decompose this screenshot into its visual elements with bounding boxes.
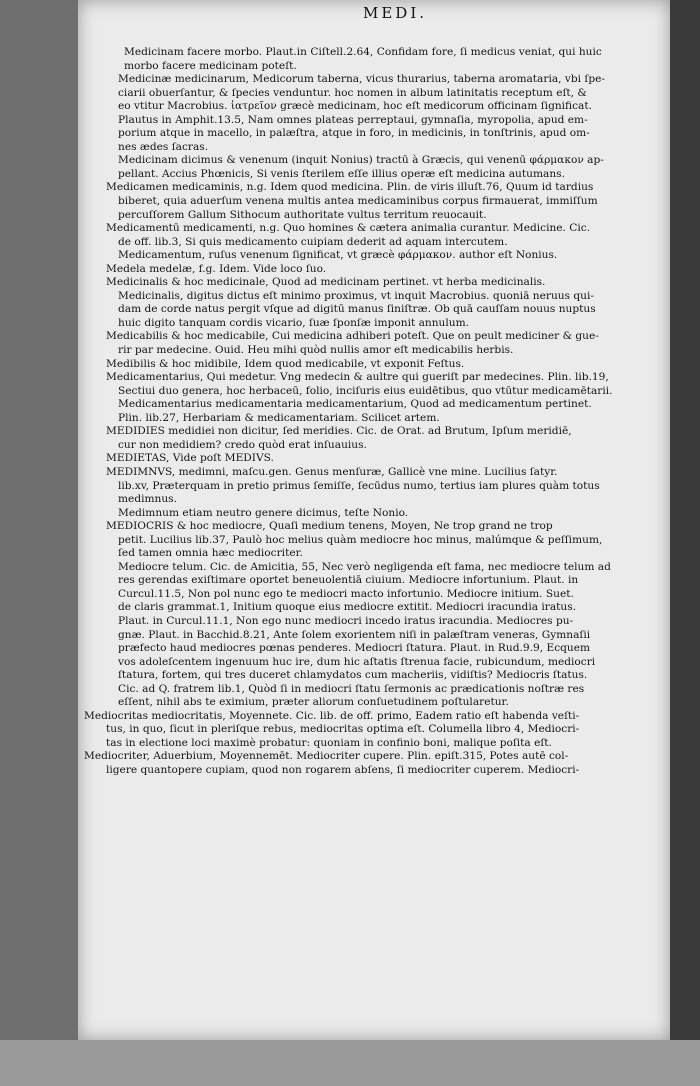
dictionary-text xyxy=(84,46,644,778)
text-line: tas in electione loci maximè probatur: quoniam in confinio boni, malique poſita eſt. xyxy=(106,736,552,749)
text-line: medimnus. xyxy=(118,493,177,506)
text-line: lib.xv, Præterquam in pretio primus ſemiſſe, ſecūdus numo, tertius iam plures quàm totus xyxy=(118,479,600,492)
text-line: Medibilis & hoc midibile, Idem quod medicabile, vt exponit Feſtus. xyxy=(106,357,465,370)
text-line: Medicabilis & hoc medicabile, Cui medicina adhiberi poteſt. Que on peult mediciner & gue- xyxy=(106,330,599,343)
text-line: Medicamen medicaminis, n.g. Idem quod medicina. Plin. de viris illuſt.76, Quum id tardius xyxy=(106,181,594,194)
text-line: Plin. lib.27, Herbariam & medicamentariam. Scilicet artem. xyxy=(118,411,440,424)
text-line: huic digito tanquam cordis vicario, ſuæ ſponſæ imponit annulum. xyxy=(118,316,469,329)
text-line: Mediocritas mediocritatis, Moyennete. Cic. lib. de off. primo, Eadem ratio eſt habenda veſti- xyxy=(84,709,580,722)
text-line: percuſſorem Gallum Sithocum authoritate vultus territum reuocauit. xyxy=(118,208,487,221)
text-line: Medicinalis & hoc medicinale, Quod ad medicinam pertinet. vt herba medicinalis. xyxy=(106,276,546,289)
text-line: Medimnum etiam neutro genere dicimus, teſte Nonio. xyxy=(118,506,409,519)
text-line: Medicamentū medicamenti, n.g. Quo homines & cætera animalia curantur. Medicine. Cic. xyxy=(106,222,591,235)
text-line: MEDIMNVS, medimni, maſcu.gen. Genus menſuræ, Gallicè vne mine. Lucilius ſatyr. xyxy=(106,465,558,478)
text-line: ſtatura, fortem, qui tres duceret chlamydatos cum macheriis, vidiſtis? Mediocris ſtatus. xyxy=(118,669,588,682)
text-line: ſed tamen omnia hæc mediocriter. xyxy=(118,547,303,560)
text-line: Medicinæ medicinarum, Medicorum taberna, vicus thurarius, taberna aromataria, vbi ſpe- xyxy=(118,73,605,86)
text-line: Medicinalis, digitus dictus eſt minimo proximus, vt inquit Macrobius. quoniā neruus qui- xyxy=(118,289,594,302)
text-line: eo vtitur Macrobius. ἰατρεῖον græcè medicinam, hoc eſt medicorum officinam ſignificat. xyxy=(118,100,592,113)
text-line: Mediocre telum. Cic. de Amicitia, 55, Nec verò negligenda eſt fama, nec mediocre telum ad xyxy=(118,560,611,573)
text-line: Cic. ad Q. fratrem lib.1, Quòd ſi in mediocri ſtatu ſermonis ac prædicationis noſtræ res xyxy=(118,682,585,695)
text-line: MEDIDIES medidiei non dicitur, ſed meridies. Cic. de Orat. ad Brutum, Ipſum meridiē, xyxy=(106,425,572,438)
text-line: ciarii obuerſantur, & ſpecies venduntur. hoc nomen in album latinitatis receptum eſt, & xyxy=(118,86,587,99)
text-line: Medicamentarius, Qui medetur. Vng medecin & aultre qui gueriſt par medecines. Plin. lib.19, xyxy=(106,371,609,384)
text-line: gnæ. Plaut. in Bacchid.8.21, Ante ſolem exorientem niſi in palæſtram veneras, Gymnaſii xyxy=(118,628,591,641)
text-line: Medicamentarius medicamentaria medicamentarium, Quod ad medicamentum pertinet. xyxy=(118,398,592,411)
text-line: MEDIETAS, Vide poſt MEDIVS. xyxy=(106,452,274,465)
text-line: dam de corde natus pergit vſque ad digitū manus ſiniſtræ. Ob quā cauſſam nouus nuptus xyxy=(118,303,596,316)
text-line: de off. lib.3, Si quis medicamento cuipiam dederit ad aquam intercutem. xyxy=(118,235,508,248)
text-line: tus, in quo, ſicut in pleriſque rebus, mediocritas optima eſt. Columella libro 4, Mediocri- xyxy=(106,723,580,736)
text-line: Medicinam dicimus & venenum (inquit Nonius) tractū à Græcis, qui venenū φάρμακον ap- xyxy=(118,154,604,167)
text-line: de claris grammat.1, Initium quoque eius mediocre extitit. Mediocri iracundia iratus. xyxy=(118,601,577,614)
text-line: Medicinam facere morbo. Plaut.in Ciſtell.2.64, Confidam fore, ſi medicus veniat, qui huic xyxy=(124,46,602,58)
page-bottom-edge xyxy=(0,1040,700,1086)
text-line: Plautus in Amphit.13.5, Nam omnes plateas perreptaui, gymnaſia, myropolia, apud em- xyxy=(118,113,588,126)
page-title: MEDI. xyxy=(362,4,428,22)
text-line: porium atque in macello, in palæſtra, atque in foro, in medicinis, in tonſtrinis, apud om- xyxy=(118,127,590,140)
text-line: Sectiui duo genera, hoc herbaceū, folio, inciſuris eius euidētibus, quo vtūtur medicamētarii. xyxy=(118,384,613,397)
binding-gutter xyxy=(670,0,700,1086)
text-line: præfecto haud mediocres pœnas penderes. Mediocri ſtatura. Plaut. in Rud.9.9, Ecquem xyxy=(118,642,591,655)
text-line: MEDIOCRIS & hoc mediocre, Quaſi medium tenens, Moyen, Ne trop grand ne trop xyxy=(106,520,553,533)
text-line: res gerendas exiſtimare oportet beneuolentiā ciuium. Mediocre infortunium. Plaut. in xyxy=(118,574,579,587)
text-line: pellant. Accius Phœnicis, Si venis ſterilem eſſe illius operæ eſt medicina autumans. xyxy=(118,167,565,180)
text-line: petit. Lucilius lib.37, Paulò hoc melius quàm mediocre hoc minus, malúmque & peſſimum, xyxy=(118,533,603,546)
running-header xyxy=(0,4,700,22)
text-line: Medela medelæ, f.g. Idem. Vide loco ſuo. xyxy=(106,262,327,275)
text-line: Curcul.11.5, Non pol nunc ego te mediocri macto infortunio. Mediocre initium. Suet. xyxy=(118,587,574,600)
text-line: cur non medidiem? credo quòd erat inſuauius. xyxy=(118,438,367,451)
text-line: nes ædes ſacras. xyxy=(118,140,209,153)
text-line: Mediocriter, Aduerbium, Moyennemēt. Mediocriter cupere. Plin. epiſt.315, Potes autē col- xyxy=(84,750,569,763)
text-line: ligere quantopere cupiam, quod non rogarem abſens, ſi mediocriter cuperem. Mediocri- xyxy=(106,763,580,776)
text-line: Plaut. in Curcul.11.1, Non ego nunc mediocri incedo iratus iracundia. Mediocres pu- xyxy=(118,614,574,627)
text-line: rir par medecine. Ouid. Heu mihi quòd nullis amor eſt medicabilis herbis. xyxy=(118,344,514,357)
text-line: Medicamentum, ruſus venenum ſignificat, vt græcè φάρμακον. author eſt Nonius. xyxy=(118,249,558,262)
text-line: biberet, quia aduerſum venena multis antea medicaminibus corpus firmauerat, immiſſum xyxy=(118,195,598,208)
text-line: morbo facere medicinam poteſt. xyxy=(124,59,297,72)
text-line: vos adoleſcentem ingenuum huc ire, dum hic aſtatis ſtrenua facie, rubicundum, mediocri xyxy=(118,655,596,668)
text-line: eſſent, nihil abs te eximium, præter aliorum conſuetudinem poſtularetur. xyxy=(118,696,509,709)
